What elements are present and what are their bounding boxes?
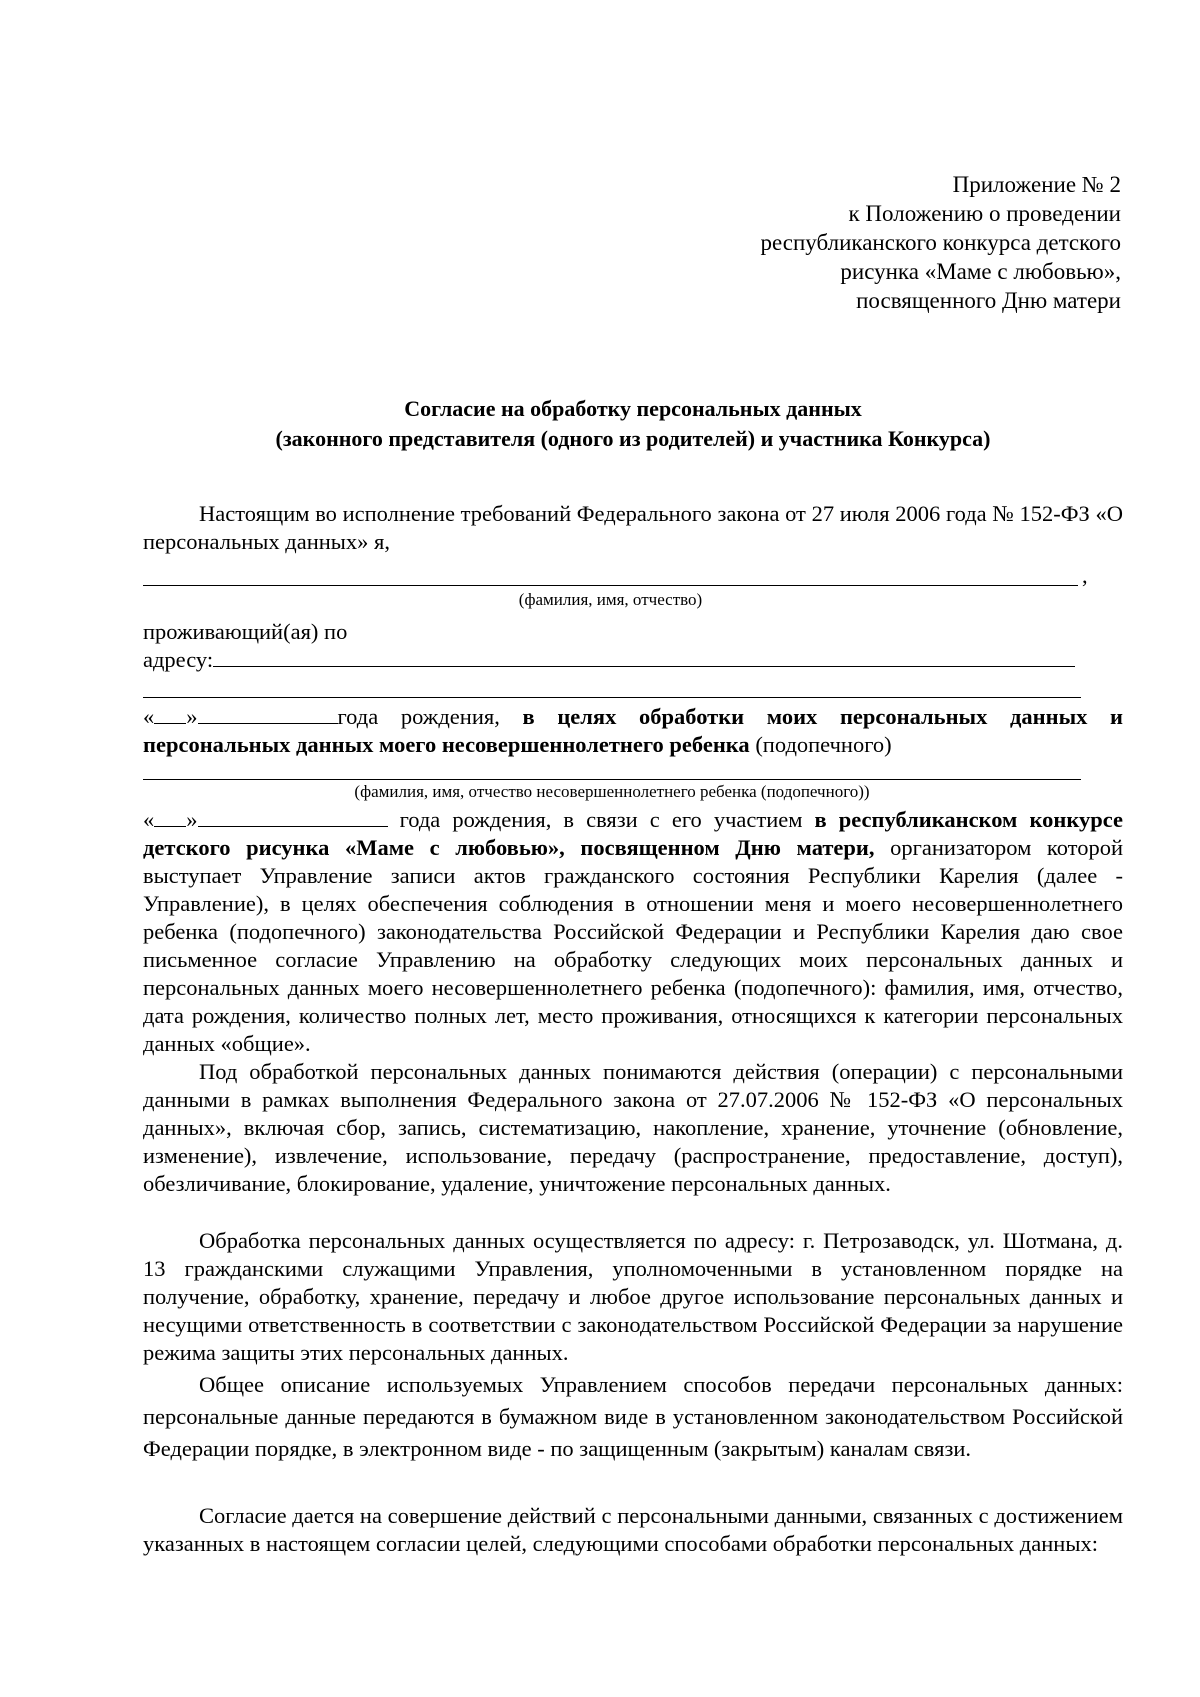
birth1-plain: года рождения, xyxy=(337,704,500,729)
child-fio-caption: (фамилия, имя, отчество несовершеннолетнего ребенка (подопечного)) xyxy=(354,782,870,801)
birth2-month-blank xyxy=(198,806,388,827)
birth1-tail: (подопечного) xyxy=(755,732,892,757)
address-label-line1: проживающий(ая) по xyxy=(143,619,348,644)
birth1-month-blank xyxy=(198,703,338,724)
processing-paragraph: Под обработкой персональных данных понимаются действия (операции) с персональными данными в рамках выполнения Федерального закона от 27.07.2006 № 152-ФЗ «О персональных данных», включая сбор, запись, систематизацию, накопление, хранение, уточнение (обновление, изменение), извлечение, использование, передачу (распространение, предоставление, доступ), обезличивание, блокирование, удаление, уничтожение персональных данных. xyxy=(143,1059,1123,1196)
birth2-paragraph xyxy=(143,806,1123,1058)
title-line-2: (законного представителя (одного из родителей) и участника Конкурса) xyxy=(275,426,991,451)
fio-caption: (фамилия, имя, отчество) xyxy=(518,590,703,609)
consent-paragraph: Согласие дается на совершение действий с персональными данными, связанных с достижением указанных в настоящем согласии целей, следующими способами обработки персональных данных: xyxy=(143,1503,1123,1556)
appendix-line: к Положению о проведении xyxy=(848,201,1121,226)
document-title xyxy=(143,394,1123,454)
birth2-rest: организатором которой выступает Управление записи актов гражданского состояния Республики Карелия (далее - Управление), в целях обеспечения соблюдения в отношении меня и моего несовершеннолетнего ребенка (подопечного) законодательства Российской Федерации и Республики Карелия даю свое письменное согласие Управлению на обработку следующих моих персональных данных и персональных данных моего несовершеннолетнего ребенка (подопечного): фамилия, имя, отчество, дата рождения, количество полных лет, место проживания, относящихся к категории персональных данных «общие». xyxy=(143,835,1124,1056)
birth2-bold: в республиканском конкурсе детского рисунка «Маме с любовью», посвященном Дню матери, xyxy=(143,807,1123,860)
appendix-header xyxy=(561,170,1121,315)
location-paragraph: Обработка персональных данных осуществляется по адресу: г. Петрозаводск, ул. Шотмана, д. 13 гражданскими служащими Управления, уполномоченными в установленном порядке на получение, обработку, хранение, передачу и любое другое использование персональных данных и несущими ответственность в соответствии с законодательством Российской Федерации за нарушение режима защиты этих персональных данных. xyxy=(143,1228,1123,1365)
birth2-plain: года рождения, в связи с его участием xyxy=(399,807,803,832)
birth1-paragraph xyxy=(143,703,1123,759)
birth2-close-quote: » xyxy=(186,807,198,832)
birth1-bold: в целях обработки моих персональных данных и персональных данных моего несовершеннолетнего ребенка xyxy=(143,704,1124,757)
address-row xyxy=(143,646,1123,674)
address-blank-line-2 xyxy=(143,697,1081,698)
birth1-day-blank xyxy=(154,703,186,724)
birth1-open-quote: « xyxy=(143,704,155,729)
appendix-line: посвященного Дню матери xyxy=(856,288,1121,313)
address-label: адресу: xyxy=(143,647,214,672)
intro-paragraph: Настоящим во исполнение требований Федерального закона от 27 июля 2006 года № 152-ФЗ «О персональных данных» я, xyxy=(143,501,1123,554)
birth2-open-quote: « xyxy=(143,807,155,832)
birth2-day-blank xyxy=(154,806,186,827)
appendix-line: республиканского конкурса детского xyxy=(760,230,1121,255)
address-blank xyxy=(213,646,1075,667)
appendix-line: рисунка «Маме с любовью», xyxy=(840,259,1121,284)
birth1-close-quote: » xyxy=(186,704,198,729)
fio-trailing-comma: , xyxy=(1082,563,1088,588)
fio-blank-line xyxy=(143,585,1078,586)
transfer-paragraph: Общее описание используемых Управлением способов передачи персональных данных: персональные данные передаются в бумажном виде в установленном законодательством Российской Федерации порядке, в электронном виде - по защищенным (закрытым) каналам связи. xyxy=(143,1372,1123,1461)
child-fio-blank-line xyxy=(143,779,1081,780)
appendix-line: Приложение № 2 xyxy=(952,172,1121,197)
title-line-1: Согласие на обработку персональных данных xyxy=(404,396,862,421)
